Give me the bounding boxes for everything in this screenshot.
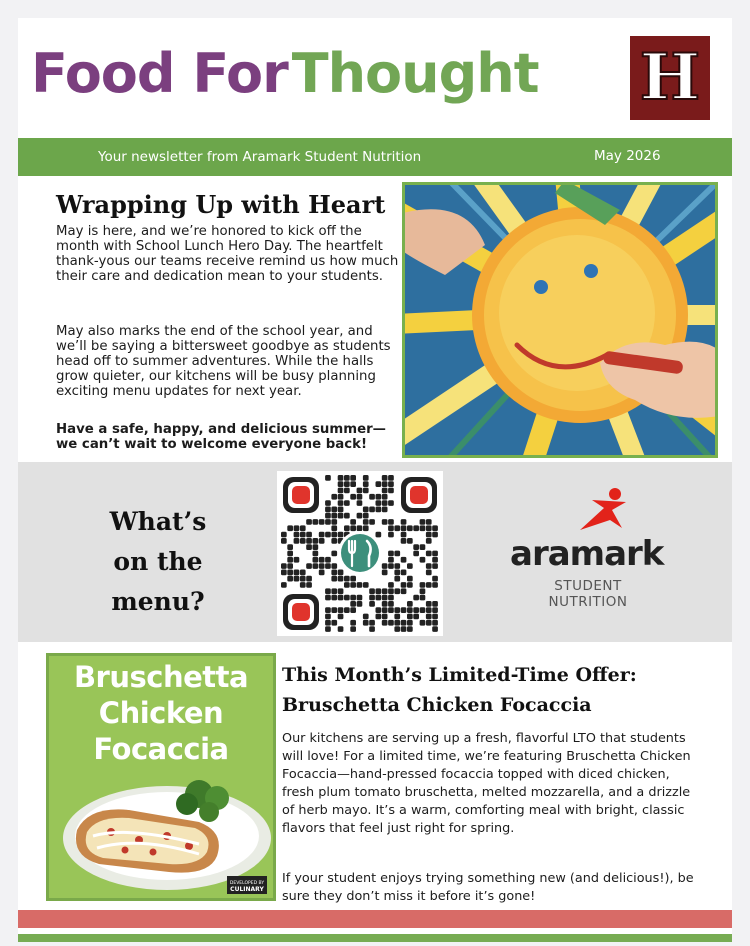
qr-module <box>363 507 369 513</box>
qr-module <box>331 588 337 594</box>
qr-module <box>331 532 337 538</box>
header-band <box>18 138 732 176</box>
qr-module <box>426 538 432 544</box>
qr-module <box>394 570 400 576</box>
qr-module <box>363 525 369 531</box>
qr-module <box>426 601 432 607</box>
qr-module <box>394 626 400 632</box>
qr-module <box>432 525 438 531</box>
qr-module <box>331 607 337 613</box>
qr-module <box>294 570 300 576</box>
article-title: Wrapping Up with Heart <box>56 190 386 219</box>
promo-image-title-line-2: Chicken <box>98 696 224 730</box>
qr-module <box>331 538 337 544</box>
qr-module <box>388 475 394 481</box>
qr-module <box>319 557 325 563</box>
qr-module <box>388 582 394 588</box>
qr-module <box>350 576 356 582</box>
qr-module <box>426 563 432 569</box>
bruschetta-plate-illustration <box>49 760 273 900</box>
qr-module <box>357 513 363 519</box>
newsletter-subtitle: Your newsletter from Aramark Student Nutrition <box>98 149 422 165</box>
qr-module <box>344 525 350 531</box>
qr-module <box>407 525 413 531</box>
qr-module <box>432 582 438 588</box>
qr-module <box>331 525 337 531</box>
sun-drawing-illustration <box>405 185 715 455</box>
qr-module <box>363 488 369 494</box>
qr-module <box>407 538 413 544</box>
qr-module <box>382 507 388 513</box>
qr-module <box>376 481 382 487</box>
qr-module <box>350 607 356 613</box>
qr-module <box>338 532 344 538</box>
qr-module <box>331 513 337 519</box>
qr-module <box>338 481 344 487</box>
qr-module <box>344 475 350 481</box>
qr-module <box>432 614 438 620</box>
qr-module <box>281 582 287 588</box>
qr-module <box>432 620 438 626</box>
qr-module <box>382 595 388 601</box>
qr-module <box>294 538 300 544</box>
qr-module <box>394 607 400 613</box>
qr-module <box>401 582 407 588</box>
qr-module <box>407 576 413 582</box>
newsletter-page <box>18 18 732 942</box>
qr-module <box>394 576 400 582</box>
qr-module <box>281 532 287 538</box>
qr-module <box>357 488 363 494</box>
qr-module <box>382 481 388 487</box>
qr-module <box>401 588 407 594</box>
qr-module <box>401 620 407 626</box>
qr-module <box>306 519 312 525</box>
qr-module <box>426 525 432 531</box>
qr-module <box>382 588 388 594</box>
newsletter-title <box>31 42 539 105</box>
qr-module <box>369 626 375 632</box>
qr-module <box>331 519 337 525</box>
qr-module <box>426 607 432 613</box>
qr-module <box>306 563 312 569</box>
qr-module <box>388 551 394 557</box>
qr-module <box>426 570 432 576</box>
qr-module <box>388 488 394 494</box>
qr-module <box>357 525 363 531</box>
qr-module <box>350 481 356 487</box>
qr-module <box>369 588 375 594</box>
qr-module <box>338 570 344 576</box>
qr-module <box>325 500 331 506</box>
qr-module <box>287 570 293 576</box>
qr-module <box>287 563 293 569</box>
qr-module <box>338 614 344 620</box>
qr-module <box>338 494 344 500</box>
qr-module <box>331 620 337 626</box>
qr-module <box>331 507 337 513</box>
qr-module <box>294 557 300 563</box>
qr-module <box>388 557 394 563</box>
qr-module <box>287 544 293 550</box>
qr-module <box>426 582 432 588</box>
culinary-badge-line-2: CULINARY <box>230 886 264 893</box>
qr-module <box>369 519 375 525</box>
qr-module <box>350 626 356 632</box>
sun-drawing-image <box>402 182 718 458</box>
qr-module <box>394 588 400 594</box>
qr-module <box>432 607 438 613</box>
lto-title <box>282 660 637 720</box>
qr-module <box>325 475 331 481</box>
qr-module <box>306 582 312 588</box>
qr-module <box>388 620 394 626</box>
qr-module <box>294 525 300 531</box>
qr-module <box>325 532 331 538</box>
qr-module <box>300 582 306 588</box>
qr-module <box>313 538 319 544</box>
qr-module <box>313 544 319 550</box>
qr-module <box>413 607 419 613</box>
qr-module <box>325 519 331 525</box>
qr-module <box>420 607 426 613</box>
qr-module <box>319 538 325 544</box>
qr-module <box>319 519 325 525</box>
qr-module <box>420 544 426 550</box>
qr-module <box>350 582 356 588</box>
qr-module <box>394 563 400 569</box>
qr-module <box>313 563 319 569</box>
qr-module <box>394 614 400 620</box>
qr-module <box>388 519 394 525</box>
qr-module <box>338 576 344 582</box>
qr-module <box>388 481 394 487</box>
qr-module <box>382 475 388 481</box>
qr-module <box>420 557 426 563</box>
qr-module <box>388 563 394 569</box>
qr-module <box>294 532 300 538</box>
qr-module <box>319 532 325 538</box>
qr-module <box>401 626 407 632</box>
qr-finder-top-left <box>283 477 319 513</box>
qr-module <box>401 570 407 576</box>
qr-module <box>376 500 382 506</box>
qr-module <box>338 513 344 519</box>
whats-on-the-menu-heading <box>78 502 238 622</box>
qr-module <box>382 620 388 626</box>
qr-module <box>338 626 344 632</box>
article-paragraph-1: May is here, and we’re honored to kick off the month with School Lunch Hero Day. The heartfelt thank-yous our teams receive remind us how much their care and dedication mean to your students. <box>56 224 399 284</box>
qr-module <box>325 557 331 563</box>
qr-module <box>382 519 388 525</box>
menu-heading-line-3: menu? <box>111 587 205 616</box>
footer-green-bar <box>18 934 732 942</box>
aramark-student-label: STUDENT <box>554 578 622 594</box>
qr-module <box>426 620 432 626</box>
qr-module <box>432 576 438 582</box>
qr-module <box>369 494 375 500</box>
qr-module <box>376 607 382 613</box>
qr-module <box>388 601 394 607</box>
qr-module <box>357 500 363 506</box>
qr-module <box>413 544 419 550</box>
qr-module <box>344 576 350 582</box>
promo-image-title-line-3: Focaccia <box>93 732 229 766</box>
qr-module <box>432 551 438 557</box>
qr-module <box>376 595 382 601</box>
qr-module <box>420 582 426 588</box>
qr-module <box>357 595 363 601</box>
qr-finder-bottom-left <box>283 594 319 630</box>
qr-module <box>306 532 312 538</box>
qr-module <box>376 588 382 594</box>
qr-module <box>369 595 375 601</box>
qr-module <box>420 620 426 626</box>
qr-module <box>363 513 369 519</box>
lto-title-line-2: Bruschetta Chicken Focaccia <box>282 694 592 716</box>
qr-module <box>401 557 407 563</box>
qr-module <box>331 551 337 557</box>
aramark-wordmark: aramark <box>510 534 664 574</box>
qr-module <box>306 544 312 550</box>
qr-module <box>401 519 407 525</box>
qr-module <box>363 614 369 620</box>
qr-module <box>376 507 382 513</box>
qr-module <box>426 519 432 525</box>
qr-module <box>300 538 306 544</box>
qr-module <box>331 595 337 601</box>
qr-module <box>388 595 394 601</box>
qr-module <box>407 563 413 569</box>
qr-module <box>325 620 331 626</box>
qr-module <box>325 595 331 601</box>
qr-module <box>363 481 369 487</box>
qr-module <box>369 601 375 607</box>
qr-module <box>344 500 350 506</box>
article-paragraph-2: May also marks the end of the school year, and we’ll be saying a bittersweet goodbye as students head off to summer adventures. While the halls grow quieter, our kitchens will be busy planning exciting menu updates for next year. <box>56 324 391 399</box>
qr-module <box>401 538 407 544</box>
qr-module <box>376 532 382 538</box>
qr-module <box>350 525 356 531</box>
qr-module <box>325 614 331 620</box>
menu-qr-code[interactable] <box>277 471 443 636</box>
qr-module <box>363 519 369 525</box>
qr-module <box>300 532 306 538</box>
qr-module <box>306 576 312 582</box>
footer-coral-bar <box>18 910 732 928</box>
qr-module <box>287 551 293 557</box>
lto-paragraph-2: If your student enjoys trying something new (and delicious!), be sure they don’t miss it before it’s gone! <box>282 871 694 904</box>
qr-module <box>388 500 394 506</box>
qr-module <box>401 607 407 613</box>
lto-title-line-1: This Month’s Limited-Time Offer: <box>282 664 637 686</box>
menu-heading-line-2: on the <box>113 547 203 576</box>
culinary-badge-line-1: DEVELOPED BY <box>229 881 265 886</box>
title-part-thought: Thought <box>291 42 539 105</box>
qr-module <box>432 532 438 538</box>
qr-module <box>382 494 388 500</box>
qr-module <box>394 525 400 531</box>
title-part-food-for: Food For <box>31 42 288 105</box>
qr-module <box>407 620 413 626</box>
qr-module <box>344 607 350 613</box>
qr-module <box>350 519 356 525</box>
school-logo <box>630 36 710 120</box>
qr-module <box>413 595 419 601</box>
qr-module <box>313 557 319 563</box>
qr-module <box>331 570 337 576</box>
qr-module <box>325 513 331 519</box>
qr-module <box>287 557 293 563</box>
aramark-nutrition-label: NUTRITION <box>548 594 628 610</box>
qr-module <box>350 494 356 500</box>
qr-module <box>338 500 344 506</box>
qr-module <box>413 614 419 620</box>
qr-module <box>325 588 331 594</box>
qr-module <box>432 557 438 563</box>
qr-module <box>363 620 369 626</box>
qr-module <box>357 601 363 607</box>
qr-module <box>382 500 388 506</box>
qr-module <box>281 570 287 576</box>
qr-module <box>357 582 363 588</box>
qr-module <box>344 513 350 519</box>
qr-module <box>331 563 337 569</box>
qr-module <box>432 601 438 607</box>
promo-image-title-line-1: Bruschetta <box>73 660 249 694</box>
qr-module <box>420 588 426 594</box>
qr-module <box>350 595 356 601</box>
qr-module <box>407 626 413 632</box>
qr-module <box>300 570 306 576</box>
qr-module <box>313 519 319 525</box>
qr-module <box>407 601 413 607</box>
qr-module <box>363 582 369 588</box>
qr-module <box>344 481 350 487</box>
qr-module <box>313 551 319 557</box>
qr-module <box>426 532 432 538</box>
qr-module <box>426 551 432 557</box>
qr-module <box>382 488 388 494</box>
qr-module <box>306 538 312 544</box>
qr-module <box>376 494 382 500</box>
menu-heading-line-1: What’s <box>109 507 207 536</box>
qr-module <box>432 626 438 632</box>
qr-module <box>382 601 388 607</box>
qr-module <box>338 507 344 513</box>
aramark-logo <box>508 484 668 624</box>
qr-module <box>376 614 382 620</box>
qr-module <box>401 525 407 531</box>
qr-module <box>407 607 413 613</box>
qr-module <box>382 614 388 620</box>
fork-knife-icon <box>341 534 379 572</box>
qr-module <box>420 519 426 525</box>
qr-module <box>369 620 375 626</box>
qr-module <box>407 582 413 588</box>
qr-module <box>325 607 331 613</box>
school-logo-letter: H <box>639 40 701 115</box>
qr-module <box>344 595 350 601</box>
qr-module <box>350 475 356 481</box>
qr-module <box>420 595 426 601</box>
qr-module <box>338 488 344 494</box>
qr-module <box>344 582 350 588</box>
article-closing: Have a safe, happy, and delicious summer—we can’t wait to welcome everyone back! <box>56 422 386 452</box>
qr-module <box>331 494 337 500</box>
qr-module <box>325 507 331 513</box>
qr-module <box>382 607 388 613</box>
qr-module <box>300 576 306 582</box>
qr-module <box>382 570 388 576</box>
qr-module <box>319 570 325 576</box>
qr-module <box>432 563 438 569</box>
qr-code-pattern <box>277 471 443 636</box>
qr-module <box>407 614 413 620</box>
qr-module <box>281 538 287 544</box>
qr-module <box>287 576 293 582</box>
qr-module <box>294 576 300 582</box>
qr-module <box>420 525 426 531</box>
qr-module <box>287 525 293 531</box>
qr-module <box>325 626 331 632</box>
qr-module <box>338 607 344 613</box>
qr-module <box>426 614 432 620</box>
aramark-star-person-icon <box>508 484 668 534</box>
qr-module <box>357 494 363 500</box>
qr-module <box>413 525 419 531</box>
qr-module <box>319 563 325 569</box>
qr-module <box>350 620 356 626</box>
issue-date: May 2026 <box>594 148 661 164</box>
qr-module <box>350 601 356 607</box>
qr-module <box>388 607 394 613</box>
bruschetta-promo-image <box>46 653 276 901</box>
qr-module <box>331 576 337 582</box>
qr-module <box>388 525 394 531</box>
qr-module <box>401 532 407 538</box>
qr-module <box>325 563 331 569</box>
qr-module <box>281 563 287 569</box>
qr-finder-top-right <box>401 477 437 513</box>
qr-module <box>338 595 344 601</box>
qr-module <box>300 525 306 531</box>
qr-module <box>344 488 350 494</box>
qr-module <box>338 588 344 594</box>
qr-module <box>388 588 394 594</box>
qr-module <box>394 551 400 557</box>
qr-module <box>413 551 419 557</box>
lto-paragraph-1: Our kitchens are serving up a fresh, flavorful LTO that students will love! For a limited time, we’re featuring Bruschetta Chicken Focaccia—hand-pressed focaccia topped with diced chicken, fresh plum tomato bruschetta, melted mozzarella, and a drizzle of herb mayo. It’s a warm, comforting meal with bright, classic flavors that feel just right for spring. <box>282 731 691 836</box>
qr-module <box>382 563 388 569</box>
qr-module <box>394 620 400 626</box>
qr-module <box>338 475 344 481</box>
qr-module <box>369 507 375 513</box>
qr-module <box>363 475 369 481</box>
qr-module <box>388 532 394 538</box>
